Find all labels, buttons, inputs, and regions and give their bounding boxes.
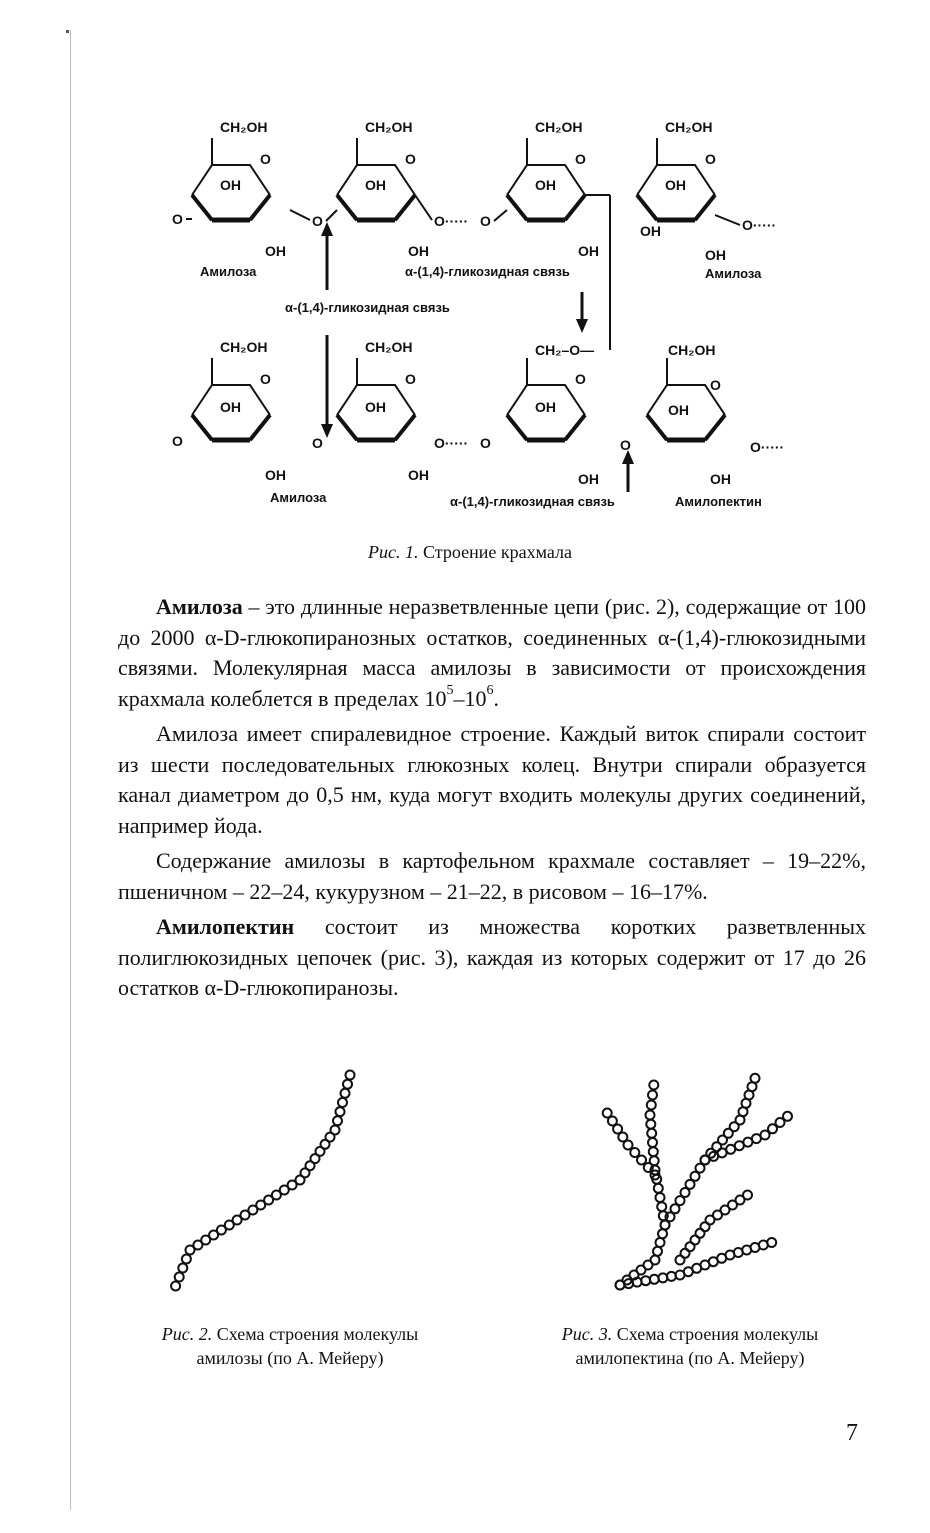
glucose-bead	[649, 1147, 658, 1156]
amylose-chain-figure	[150, 1060, 380, 1310]
glucose-bead	[603, 1109, 612, 1118]
glucose-bead	[175, 1273, 184, 1282]
figure1-number: Рис. 1.	[368, 542, 419, 562]
ch2o-label: CH₂–O—	[535, 342, 595, 358]
glucose-bead	[650, 1275, 659, 1284]
glucose-bead	[616, 1281, 625, 1290]
ch2oh-label: CH₂OH	[220, 119, 268, 135]
paragraph-amylose: Амилоза – это длинные неразветвленные цепи (рис. 2), содержащие от 100 до 2000 α-D-глюкопиранозных остатков, соединенных α-(1,4)-глюкозидными связями. Молекулярная масса амилозы в зависимости от происхождения крахмала колеблется в пределах $10^5-10^6$.	[118, 594, 866, 711]
glucose-bead	[656, 1238, 665, 1247]
label-amylopectin: Амилопектин	[675, 494, 762, 509]
glucose-bead	[186, 1246, 195, 1255]
page-number: 7	[846, 1420, 858, 1446]
glucose-bead	[648, 1091, 657, 1100]
oh-label: OH	[710, 471, 731, 487]
ring-oxygen: O	[710, 377, 721, 393]
oh-label: OH	[578, 471, 599, 487]
glycosidic-oxygen: O	[480, 213, 491, 229]
figure1-title: Строение крахмала	[423, 542, 572, 562]
glucose-bead	[743, 1191, 752, 1200]
paragraph-content: Содержание амилозы в картофельном крахмале составляет – 19–22%, пшеничном – 22–24, кукурузном – 21–22, в рисовом – 16–17%.	[118, 848, 866, 904]
oh-label: OH	[220, 399, 241, 415]
glucose-bead	[653, 1247, 662, 1256]
label-bond: α-(1,4)-гликозидная связь	[450, 494, 615, 509]
ch2oh-label: CH₂OH	[668, 342, 716, 358]
glucose-bead	[656, 1193, 665, 1202]
glucose-bead	[341, 1089, 350, 1098]
amylose-bead-chain	[171, 1071, 354, 1291]
starch-structure-figure	[150, 100, 810, 530]
glycosidic-chain: O·····	[434, 435, 469, 451]
ring-oxygen: O	[705, 151, 716, 167]
glucose-bead	[658, 1273, 667, 1282]
binding-margin-line	[70, 30, 71, 1510]
paragraph-helix: Амилоза имеет спиралевидное строение. Каждый виток спирали состоит из шести последовательных глюкозных колец. Внутри спирали образуется канал диаметром до 0,5 нм, куда могут входить молекулы других соединений, например йода.	[118, 721, 866, 838]
oh-label: OH	[668, 402, 689, 418]
ch2oh-label: CH₂OH	[365, 119, 413, 135]
glucose-bead	[646, 1120, 655, 1129]
label-bond: α-(1,4)-гликозидная связь	[405, 264, 570, 279]
glucose-bead	[657, 1202, 666, 1211]
label-amylose: Амилоза	[200, 264, 257, 279]
glucose-bead	[182, 1255, 191, 1264]
ring-oxygen: O	[405, 151, 416, 167]
oh-label: OH	[578, 243, 599, 259]
ch2oh-label: CH₂OH	[365, 339, 413, 355]
glucose-bead	[667, 1272, 676, 1281]
paragraph-amylopectin: Амилопектин состоит из множества коротких разветвленных полиглюкозидных цепочек (рис. 3), каждая из которых содержит от 17 до 26 остатков α-D-глюкопиранозы.	[118, 914, 866, 1000]
oh-label: OH	[408, 243, 429, 259]
glucose-bead	[649, 1081, 658, 1090]
glucose-bead	[646, 1111, 655, 1120]
term-amylopectin: Амилопектин	[156, 914, 295, 939]
glycosidic-oxygen: O	[312, 213, 323, 229]
glucose-bead	[333, 1116, 342, 1125]
glucose-bead	[338, 1098, 347, 1107]
ch2oh-label: CH₂OH	[535, 119, 583, 135]
glycosidic-chain: O·····	[750, 439, 785, 455]
ring-oxygen: O	[260, 151, 271, 167]
label-amylose: Амилоза	[270, 490, 327, 505]
oh-label: OH	[265, 467, 286, 483]
figure3-number: Рис. 3.	[561, 1324, 613, 1344]
glucose-bead	[346, 1071, 355, 1080]
glycosidic-chain: O·····	[742, 217, 777, 233]
oxygen-left: O	[172, 211, 183, 227]
glucose-bead	[783, 1112, 792, 1121]
oh-label: OH	[640, 223, 661, 239]
figure2-number: Рис. 2.	[161, 1324, 213, 1344]
glucose-bead	[178, 1264, 187, 1273]
glycosidic-oxygen: O	[312, 435, 323, 451]
glucose-bead	[343, 1080, 352, 1089]
glucose-bead	[637, 1156, 646, 1165]
glucose-bead	[171, 1282, 180, 1291]
glucose-bead	[641, 1276, 650, 1285]
oh-label: OH	[408, 467, 429, 483]
glucose-bead	[658, 1229, 667, 1238]
oh-label: OH	[535, 177, 556, 193]
oh-label: OH	[365, 177, 386, 193]
margin-mark	[66, 30, 69, 33]
ch2oh-label: CH₂OH	[665, 119, 713, 135]
body-text	[118, 592, 866, 1009]
glycosidic-oxygen: O	[620, 437, 631, 453]
amylopectin-bead-chains	[603, 1074, 792, 1290]
oh-label: OH	[705, 247, 726, 263]
oh-label: OH	[220, 177, 241, 193]
label-bond: α-(1,4)-гликозидная связь	[285, 300, 450, 315]
glucose-bead	[336, 1107, 345, 1116]
figure1-caption	[250, 540, 690, 564]
figure2-caption: Рис. 2. Схема строения молекулы амилозы (по А. Мейеру)	[161, 1324, 419, 1368]
amylopectin-branches-figure	[580, 1055, 810, 1310]
glucose-bead	[767, 1238, 776, 1247]
glucose-bead	[648, 1138, 657, 1147]
ring-oxygen: O	[575, 371, 586, 387]
glucose-bead	[651, 1256, 660, 1265]
oxygen-left: O	[172, 433, 183, 449]
oh-label: OH	[535, 399, 556, 415]
glucose-bead	[751, 1074, 760, 1083]
oh-label: OH	[665, 177, 686, 193]
oh-label: OH	[265, 243, 286, 259]
glucose-bead	[654, 1184, 663, 1193]
ring-oxygen: O	[575, 151, 586, 167]
glycosidic-oxygen: O	[480, 435, 491, 451]
ring-oxygen: O	[260, 371, 271, 387]
glucose-bead	[630, 1148, 639, 1157]
glycosidic-chain: O·····	[434, 213, 469, 229]
glucose-bead	[647, 1101, 656, 1110]
oh-label: OH	[365, 399, 386, 415]
term-amylose: Амилоза	[156, 594, 243, 619]
label-amylose: Амилоза	[705, 266, 762, 281]
ch2oh-label: CH₂OH	[220, 339, 268, 355]
glucose-bead	[647, 1129, 656, 1138]
figure3-caption: Рис. 3. Схема строения молекулы амилопектина (по А. Мейеру)	[561, 1324, 819, 1368]
ring-oxygen: O	[405, 371, 416, 387]
